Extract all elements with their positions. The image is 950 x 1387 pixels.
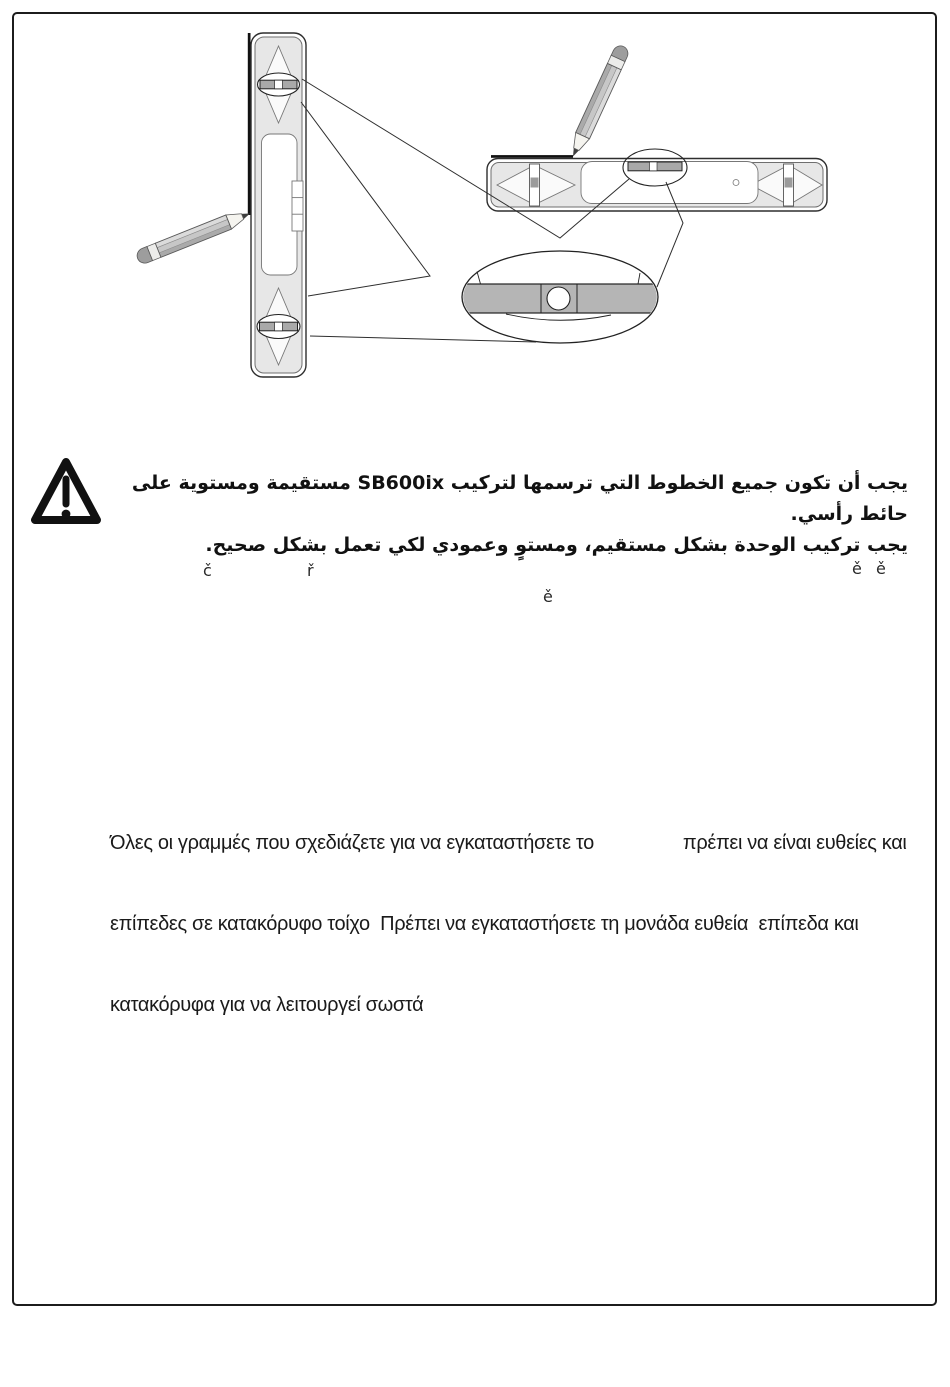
greek-line-1: Όλες οι γραμμές που σχεδιάζετε για να εγκαταστήσετε το πρέπει να είναι ευθείες και xyxy=(110,832,907,854)
greek-warning-text xyxy=(110,776,930,1073)
vertical-spirit-level xyxy=(248,33,306,377)
pencil-left xyxy=(135,206,253,265)
stray-char-e1: ě xyxy=(852,559,862,578)
bubble xyxy=(547,287,570,310)
greek-line-2: επίπεδες σε κατακόρυφο τοίχο Πρέπει να εγκαταστήσετε τη μονάδα ευθεία επίπεδα και xyxy=(110,913,859,935)
arabic-line-1: يجب أن تكون جميع الخطوط التي ترسمها لتركيب SB600ix مستقيمة ومستوية على حائط رأسي. xyxy=(131,472,908,525)
greek-line-3: κατακόρυφα για να λειτουργεί σωστά xyxy=(110,994,424,1016)
arabic-warning-text xyxy=(128,468,908,561)
level-diagram xyxy=(0,0,950,455)
pencil-right xyxy=(566,43,630,159)
arabic-line-2: يجب تركيب الوحدة بشكل مستقيم، ومستوٍ وعمودي لكي تعمل بشكل صحيح. xyxy=(205,534,908,556)
warning-triangle-icon xyxy=(0,445,140,555)
stray-char-e2: ě xyxy=(876,559,886,578)
drawn-vertical-line xyxy=(248,33,251,215)
stray-char-r: ř xyxy=(307,561,314,580)
drawn-horizontal-line xyxy=(491,155,573,158)
horizontal-spirit-level xyxy=(487,149,827,211)
stray-char-e3: ě xyxy=(543,587,553,606)
bubble-vial-magnified xyxy=(450,251,670,343)
stray-char-c: č xyxy=(203,561,212,580)
